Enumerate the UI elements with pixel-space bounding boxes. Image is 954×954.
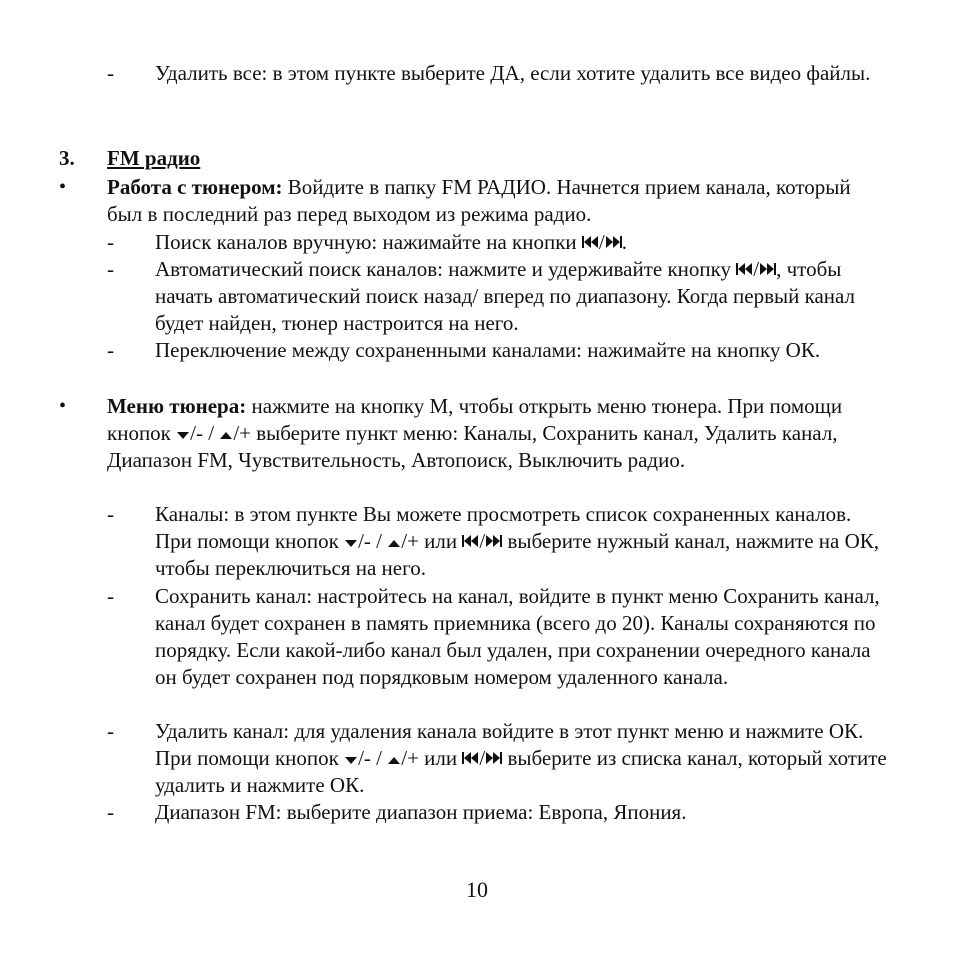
triangle-up-icon <box>387 756 401 765</box>
triangle-up-icon <box>387 539 401 548</box>
list-dash: - <box>107 800 114 824</box>
skip-back-icon <box>736 262 753 276</box>
skip-forward-icon <box>759 262 776 276</box>
list-item-channels: Каналы: в этом пункте Вы можете просмотреть список сохраненных каналов. При помощи кнопок /- / /+ или / выберите нужный канал, нажмите на ОК, чтобы переключиться на него. <box>155 502 880 580</box>
list-dash: - <box>107 338 114 362</box>
triangle-up-icon <box>219 431 233 440</box>
section-number: 3. <box>59 146 75 170</box>
skip-back-icon <box>462 751 479 765</box>
skip-forward-icon <box>485 751 502 765</box>
list-dash: - <box>107 502 114 526</box>
list-item-manual-search: Поиск каналов вручную: нажимайте на кнопки / . <box>155 230 628 254</box>
bullet-bold-label: Меню тюнера: <box>107 394 247 418</box>
list-dash: - <box>107 61 114 85</box>
list-item-delete-all: Удалить все: в этом пункте выберите ДА, если хотите удалить все видео файлы. <box>155 61 871 85</box>
page-number: 10 <box>466 877 488 902</box>
triangle-down-icon <box>176 431 190 440</box>
skip-forward-icon <box>485 534 502 548</box>
list-dash: - <box>107 230 114 254</box>
skip-back-icon <box>582 235 599 249</box>
bullet-text: Войдите в папку FM РАДИО. Начнется прием канала, который был в последний раз перед выходом из режима радио. <box>107 175 851 226</box>
bullet-marker: • <box>59 395 67 417</box>
bullet-tuner-work <box>107 174 887 228</box>
list-dash: - <box>107 257 114 281</box>
triangle-down-icon <box>344 539 358 548</box>
skip-back-icon <box>462 534 479 548</box>
list-item-fm-range: Диапазон FM: выберите диапазон приема: Европа, Япония. <box>155 800 687 824</box>
section-title: FM радио <box>107 146 201 170</box>
list-item-auto-search: Автоматический поиск каналов: нажмите и удерживайте кнопку / , чтобы начать автоматический поиск назад/ вперед по диапазону. Когда первый канал будет найден, тюнер настроится на него. <box>155 257 856 335</box>
list-dash: - <box>107 584 114 608</box>
list-dash: - <box>107 719 114 743</box>
bullet-marker: • <box>59 176 67 198</box>
bullet-tuner-menu: Меню тюнера: нажмите на кнопку М, чтобы открыть меню тюнера. При помощи кнопок /- / /+ выберите пункт меню: Каналы, Сохранить канал, Удалить канал, Диапазон FM, Чувствительность, Автопоиск, Выключить радио. <box>107 394 843 472</box>
list-item-save-channel: Сохранить канал: настройтесь на канал, войдите в пункт меню Сохранить канал, канал будет сохранен в память приемника (всего до 20). Каналы сохраняются по порядку. Если какой-либо канал был удален, при сохранении очередного канала он будет сохранен под порядковым номером удаленного канала. <box>155 584 880 689</box>
list-item-switch-saved: Переключение между сохраненными каналами: нажимайте на кнопку ОК. <box>155 338 821 362</box>
list-item-delete-channel: Удалить канал: для удаления канала войдите в этот пункт меню и нажмите ОК. При помощи кнопок /- / /+ или / выберите из списка канал, который хотите удалить и нажмите ОК. <box>155 719 887 797</box>
triangle-down-icon <box>344 756 358 765</box>
skip-forward-icon <box>605 235 622 249</box>
bullet-bold-label: Работа с тюнером: <box>107 175 283 199</box>
